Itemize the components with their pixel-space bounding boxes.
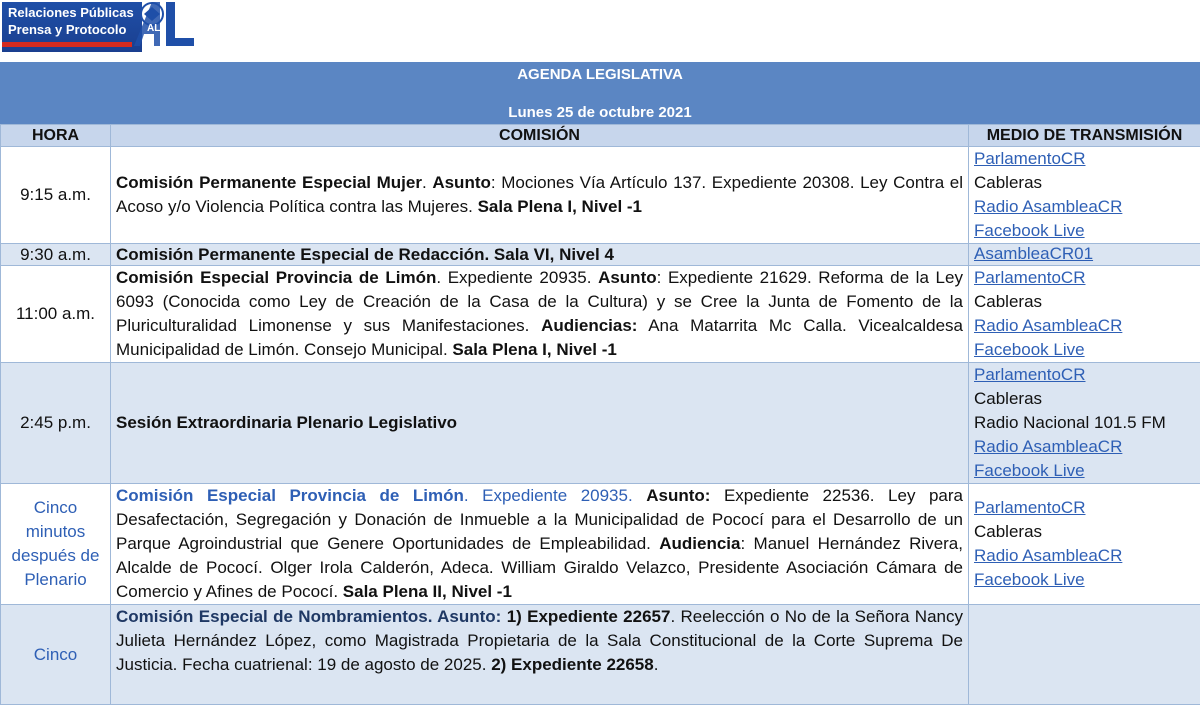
radio-nacional-text: Radio Nacional 101.5 FM [974,411,1195,435]
text-seg: . Reelección o No de la Señora Nancy Julieta Hernández López, como Magistrada Propietaria de la Sala Constitucional de la Corte Suprema De Justicia. Fecha cuatrienal: 19 de agosto de 2025. [116,607,963,674]
col-header-comision: COMISIÓN [111,125,969,147]
agenda-title: AGENDA LEGISLATIVA [0,62,1200,104]
table-row [1,244,1200,266]
commission-name: Comisión Especial Provincia de Limón [116,486,464,505]
logo [0,0,196,58]
commission-name: Sesión Extraordinaria Plenario Legislativo [116,413,457,432]
row-medios [969,363,1200,484]
agenda-table [0,124,1200,705]
asunto-label: Asunto [598,268,657,287]
row-medios [969,244,1200,266]
logo-mark-text: AL [147,23,160,34]
row-hora: 9:15 a.m. [1,147,111,244]
row-comision [111,484,969,605]
commission-name: Comisión Especial Provincia de Limón [116,268,436,287]
row-comision [111,266,969,363]
asunto-label: Asunto [432,173,491,192]
cableras-text: Cableras [974,520,1195,544]
agenda-header [0,62,1200,124]
asambleacr01-link[interactable]: AsambleaCR01 [974,244,1195,264]
radio-asambleacr-link[interactable]: Radio AsambleaCR [974,544,1195,568]
radio-asambleacr-link[interactable]: Radio AsambleaCR [974,314,1195,338]
row-medios [969,266,1200,363]
expediente-1: 1) Expediente 22657 [507,607,671,626]
row-medios [969,605,1200,705]
row-hora: 9:30 a.m. [1,244,111,266]
expediente-2: 2) Expediente 22658 [491,655,654,674]
row-medios [969,147,1200,244]
row-comision [111,605,969,705]
text-seg: . Expediente 20935. [436,268,598,287]
agenda-sheet [0,62,1200,705]
row-comision [111,244,969,266]
logo-line-2: Prensa y Protocolo [8,21,142,38]
cableras-text: Cableras [974,387,1195,411]
table-row [1,363,1200,484]
text-seg: Ana Matarrita Mc Calla. Vicealcaldesa Municipalidad de Limón. Consejo Municipal. [116,316,963,359]
table-row [1,147,1200,244]
text-seg: . [422,173,432,192]
text-seg: . Expediente 20935. [464,486,646,505]
table-row [1,266,1200,363]
facebook-live-link[interactable]: Facebook Live [974,219,1195,243]
agenda-date: Lunes 25 de octubre 2021 [0,104,1200,121]
parlamentocr-link[interactable]: ParlamentoCR [974,496,1195,520]
row-comision [111,363,969,484]
assembly-logo-icon [130,0,196,48]
row-hora: 2:45 p.m. [1,363,111,484]
table-row [1,605,1200,705]
text-seg: : Expediente 21629. Reforma de la Ley 6093 (Conocida como Ley de Creación de la Casa de la Cultura) y se Cree la Junta de Fomento de la Pluriculturalidad Limonense y sus Manifestaciones. [116,268,963,335]
audiencia-label: Audiencia [659,534,740,553]
row-hora: Cinco [1,605,111,705]
text-seg: : Manuel Hernández Rivera, Alcalde de Pococí. Olger Irola Calderón, Adeca. William Giraldo Velazco, Presidente Asociación Cámara de Comercio y Afines de Pococí. [116,534,963,601]
commission-name: Comisión Permanente Especial de Redacción. Sala VI, Nivel 4 [116,245,614,264]
asunto-label: Asunto: [646,486,710,505]
table-row [1,484,1200,605]
row-comision [111,147,969,244]
location: Sala Plena I, Nivel -1 [478,197,642,216]
logo-line-1: Relaciones Públicas [8,4,142,21]
location: Sala Plena II, Nivel -1 [343,582,512,601]
text-seg: . [654,655,659,674]
audiencias-label: Audiencias: [541,316,637,335]
parlamentocr-link[interactable]: ParlamentoCR [974,147,1195,171]
location: Sala Plena I, Nivel -1 [452,340,616,359]
text-seg: Expediente 22536. Ley para Desafectación, Segregación y Donación de Inmueble a la Municipalidad de Pococí para el Desarrollo de un Parque Agroindustrial que Genere Oportunidades de Empleabilidad. [116,486,963,553]
parlamentocr-link[interactable]: ParlamentoCR [974,363,1195,387]
facebook-live-link[interactable]: Facebook Live [974,459,1195,483]
cableras-text: Cableras [974,171,1195,195]
cableras-text: Cableras [974,290,1195,314]
radio-asambleacr-link[interactable]: Radio AsambleaCR [974,435,1195,459]
logo-stripe [2,42,132,47]
row-hora: Cinco minutos después de Plenario [1,484,111,605]
table-header-row [1,125,1200,147]
commission-name: Comisión Especial de Nombramientos. Asunto: [116,607,507,626]
text-seg: : Mociones Vía Artículo 137. Expediente 20308. Ley Contra el Acoso y/o Violencia Política contra las Mujeres. [116,173,963,216]
commission-name: Comisión Permanente Especial Mujer [116,173,422,192]
radio-asambleacr-link[interactable]: Radio AsambleaCR [974,195,1195,219]
row-hora: 11:00 a.m. [1,266,111,363]
facebook-live-link[interactable]: Facebook Live [974,568,1195,592]
col-header-hora: HORA [1,125,111,147]
row-medios [969,484,1200,605]
col-header-medio: MEDIO DE TRANSMISIÓN [969,125,1200,147]
parlamentocr-link[interactable]: ParlamentoCR [974,266,1195,290]
facebook-live-link[interactable]: Facebook Live [974,338,1195,362]
